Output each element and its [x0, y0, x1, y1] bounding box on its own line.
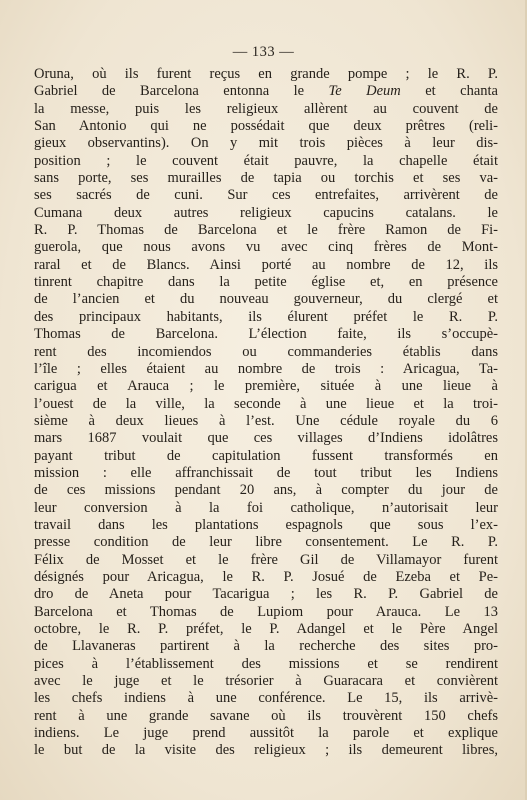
text-segment: raral et de Blancs. Ainsi porté au nombre de 12, ils [34, 256, 498, 273]
text-line [34, 465, 498, 482]
text-line [34, 656, 498, 673]
text-segment: de Llavaneras partirent à la recherche des sites pro- [34, 638, 498, 655]
text-segment: octobre, le R. P. préfet, le P. Adangel et le Père Angel [34, 621, 498, 637]
text-segment: travail dans les plantations espagnols que sous l’ex- [34, 516, 498, 533]
text-line [34, 673, 498, 690]
text-line [34, 725, 498, 742]
text-segment: leur conversion à la foi catholique, n’autorisait leur [34, 499, 498, 516]
text-line [34, 448, 498, 465]
text-segment: ses sacrés de cuni. Sur ces entrefaites, arrivèrent de [34, 187, 498, 204]
text-line [34, 742, 498, 759]
text-segment: dro de Aneta pour Tacarigua ; les R. P. Gabriel de [34, 586, 498, 603]
text-line [34, 101, 498, 118]
text-segment: Oruna, où ils furent reçus en grande pompe ; le R. P. [34, 66, 498, 82]
text-segment: désignés pour Aricagua, le R. P. Josué de Ezeba et Pe- [34, 568, 498, 585]
text-line [34, 205, 498, 222]
text-segment: de ces missions pendant 20 ans, à compter du jour de [34, 482, 498, 499]
text-segment: San Antonio qui ne possédait que deux prêtres (reli- [34, 118, 498, 135]
text-line [34, 604, 498, 621]
text-line [34, 500, 498, 517]
text-segment: le but de la visite des religieux ; ils demeurent libres, [34, 742, 498, 759]
text-segment: guerola, que nous avons vu avec cinq frères de Mont- [34, 239, 498, 256]
text-segment: Barcelona et Thomas de Lupiom pour Arauca. Le 13 [34, 603, 498, 620]
text-segment: les chefs indiens à une conférence. Le 15, ils arrivè- [34, 690, 498, 707]
text-segment: mars 1687 voulait que ces villages d’Indiens idolâtres [34, 430, 498, 447]
text-line [34, 118, 498, 135]
text-segment: Félix de Mosset et le frère Gil de Villamayor furent [34, 551, 498, 568]
body-text [34, 66, 498, 760]
text-line [34, 396, 498, 413]
text-line [34, 638, 498, 655]
text-segment: R. P. Thomas de Barcelona et le frère Ramon de Fi- [34, 222, 498, 239]
text-line [34, 326, 498, 343]
text-line [34, 135, 498, 152]
text-line [34, 569, 498, 586]
text-segment: avec le juge et le trésorier à Guaracara et convièrent [34, 673, 498, 690]
text-line [34, 257, 498, 274]
text-segment: l’île ; elles étaient au nombre de trois : Aricagua, Ta- [34, 360, 498, 377]
text-line [34, 534, 498, 551]
text-segment: position ; le couvent était pauvre, la chapelle était [34, 152, 498, 169]
text-line [34, 66, 498, 83]
text-line [34, 708, 498, 725]
text-line [34, 690, 498, 707]
text-line [34, 430, 498, 447]
text-line [34, 239, 498, 256]
text-segment: des principaux habitants, ils élurent préfet le R. P. [34, 308, 498, 325]
text-line [34, 413, 498, 430]
text-segment: l’ouest de la ville, la seconde à une lieue et la troi- [34, 395, 498, 412]
text-segment: Cumana deux autres religieux capucins catalans. le [34, 204, 498, 221]
text-line [34, 621, 498, 638]
text-segment: et chanta [400, 83, 498, 100]
text-segment: tinrent chapitre dans la petite église et, en présence [34, 274, 498, 291]
text-line [34, 187, 498, 204]
text-segment: payant tribut de capitulation fussent transformés en [34, 447, 498, 464]
text-segment: rent des incomiendos ou commanderies établis dans [34, 343, 498, 360]
text-line [34, 83, 498, 100]
text-line [34, 482, 498, 499]
text-line [34, 222, 498, 239]
text-line [34, 378, 498, 395]
text-line [34, 586, 498, 603]
text-segment: Thomas de Barcelona. L’élection faite, ils s’occupè- [34, 326, 498, 343]
text-segment: carigua et Arauca ; le première, située à une lieue à [34, 378, 498, 395]
page-number: — 133 — [232, 44, 295, 60]
text-segment: mission : elle affranchissait de tout tribut les Indiens [34, 464, 498, 481]
text-segment: sans porte, ses murailles de tapia ou torchis et ses va- [34, 170, 498, 187]
text-segment: sième à deux lieues à l’est. Une cédule royale du 6 [34, 412, 498, 429]
text-segment: presse condition de leur libre consentement. Le R. P. [34, 534, 498, 551]
text-line [34, 552, 498, 569]
text-line [34, 274, 498, 291]
italic-text: Te Deum [328, 83, 401, 100]
text-line [34, 517, 498, 534]
text-line [34, 170, 498, 187]
text-line [34, 153, 498, 170]
text-line [34, 291, 498, 308]
text-segment: la messe, puis les religieux allèrent au couvent de [34, 100, 498, 117]
text-segment: indiens. Le juge prend aussitôt la parole et explique [34, 725, 498, 742]
text-line [34, 361, 498, 378]
text-segment: rent à une grande savane où ils trouvèrent 150 chefs [34, 707, 498, 724]
text-segment: Gabriel de Barcelona entonna le [34, 83, 329, 100]
text-segment: gieux observantins). On y mit trois pièces à leur dis- [34, 135, 498, 152]
text-line [34, 309, 498, 326]
text-segment: pices à l’établissement des missions et se rendirent [34, 655, 498, 672]
text-segment: de l’ancien et du nouveau gouverneur, du clergé et [34, 291, 498, 308]
text-line [34, 344, 498, 361]
